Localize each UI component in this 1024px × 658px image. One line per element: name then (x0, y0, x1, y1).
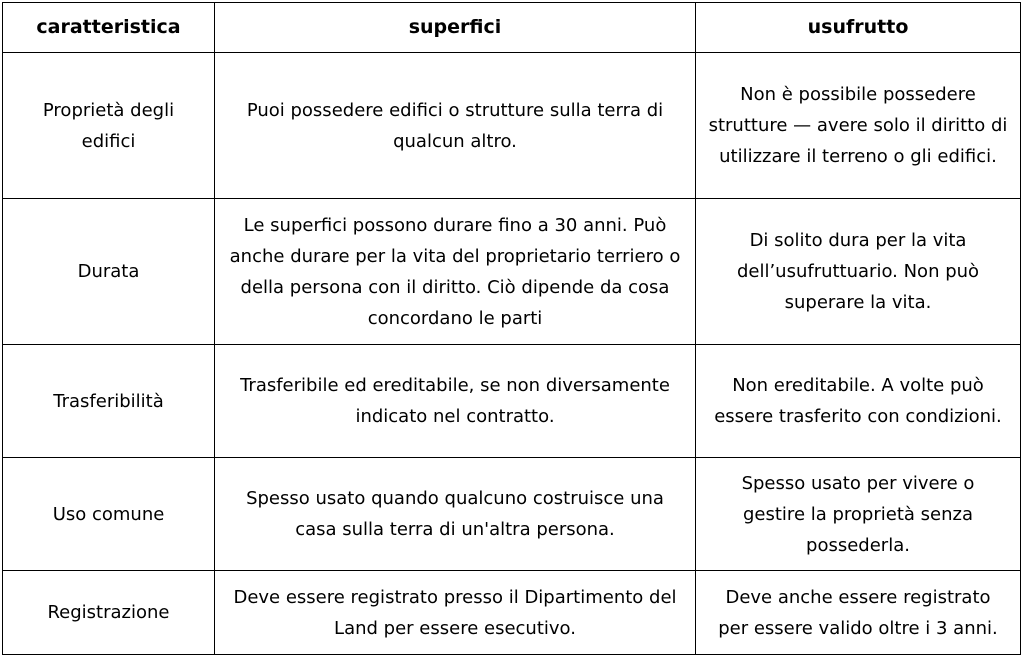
row-label: Proprietà degli edifici (3, 53, 215, 199)
row-label: Registrazione (3, 571, 215, 655)
table-row (3, 458, 1021, 571)
usufrutto-cell: Non è possibile possedere strutture — avere solo il diritto di utilizzare il terreno o gli edifici. (696, 53, 1021, 199)
table-row (3, 53, 1021, 199)
row-label: Trasferibilità (3, 345, 215, 458)
superfici-cell: Le superfici possono durare fino a 30 anni. Può anche durare per la vita del proprietario terriero o della persona con il diritto. Ciò dipende da cosa concordano le parti (215, 199, 696, 345)
header-usufrutto: usufrutto (696, 3, 1021, 53)
superfici-cell: Puoi possedere edifici o strutture sulla terra di qualcun altro. (215, 53, 696, 199)
header-row (3, 3, 1021, 53)
row-label: Durata (3, 199, 215, 345)
superfici-cell: Spesso usato quando qualcuno costruisce una casa sulla terra di un'altra persona. (215, 458, 696, 571)
header-superfici: superfici (215, 3, 696, 53)
usufrutto-cell: Non ereditabile. A volte può essere trasferito con condizioni. (696, 345, 1021, 458)
usufrutto-cell: Spesso usato per vivere o gestire la proprietà senza possederla. (696, 458, 1021, 571)
comparison-table (2, 2, 1021, 655)
table-row (3, 571, 1021, 655)
usufrutto-cell: Di solito dura per la vita dell’usufruttuario. Non può superare la vita. (696, 199, 1021, 345)
superfici-cell: Deve essere registrato presso il Dipartimento del Land per essere esecutivo. (215, 571, 696, 655)
superfici-cell: Trasferibile ed ereditabile, se non diversamente indicato nel contratto. (215, 345, 696, 458)
header-caratteristica: caratteristica (3, 3, 215, 53)
table-row (3, 345, 1021, 458)
row-label: Uso comune (3, 458, 215, 571)
usufrutto-cell: Deve anche essere registrato per essere valido oltre i 3 anni. (696, 571, 1021, 655)
table-row (3, 199, 1021, 345)
